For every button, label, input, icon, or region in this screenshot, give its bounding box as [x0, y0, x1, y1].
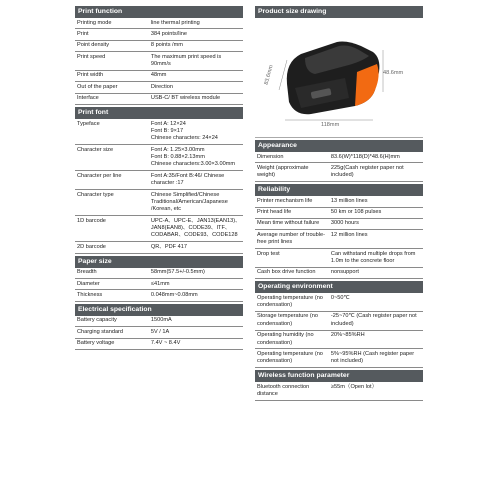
spec-row: [75, 338, 243, 349]
spec-table-print-font: [75, 119, 243, 254]
spec-value: -25~70℃ (Cash register paper not included): [329, 311, 423, 330]
spec-key: Print: [75, 29, 149, 40]
dimension-height-label: 48.6mm: [383, 70, 404, 76]
spec-key: Storage temperature (no condensation): [255, 311, 329, 330]
spec-key: 1D barcode: [75, 216, 149, 242]
spec-table-paper-size: [75, 268, 243, 302]
spec-row: [255, 163, 423, 182]
spec-value: 0.048mm~0.08mm: [149, 290, 243, 301]
spec-value: Font A: 12×24 Font B: 9×17 Chinese characters: 24×24: [149, 119, 243, 145]
spec-key: Operating temperature (no condensation): [255, 349, 329, 368]
spec-value: 1500mA: [149, 316, 243, 327]
spec-row: [75, 82, 243, 93]
spec-value: 5V / 1A: [149, 327, 243, 338]
spec-key: Out of the paper: [75, 82, 149, 93]
spec-key: Operating humidity (no condensation): [255, 330, 329, 349]
spec-value: USB-C/ BT wireless module: [149, 93, 243, 104]
spec-key: Dimension: [255, 152, 329, 163]
dimension-depth-label: 83.6mm: [263, 64, 275, 86]
section-title-wireless-function-parameter: Wireless function parameter: [255, 370, 423, 382]
spec-key: Battery voltage: [75, 338, 149, 349]
section-title-paper-size: Paper size: [75, 256, 243, 268]
spec-row: [75, 93, 243, 104]
printer-illustration: [263, 32, 404, 128]
section-title-operating-environment: Operating environment: [255, 281, 423, 293]
spec-value: 13 million lines: [329, 196, 423, 207]
spec-value: 48mm: [149, 70, 243, 81]
spec-row: [255, 330, 423, 349]
spec-row: [255, 293, 423, 311]
spec-key: Character per line: [75, 171, 149, 190]
spec-row: [75, 279, 243, 290]
spec-value: line thermal printing: [149, 18, 243, 29]
spec-key: Breadth: [75, 268, 149, 279]
spec-table-print-function: [75, 18, 243, 105]
spec-key: Bluetooth connection distance: [255, 382, 329, 400]
spec-key: Average number of trouble-free print lines: [255, 230, 329, 249]
spec-row: [255, 382, 423, 400]
spec-key: Interface: [75, 93, 149, 104]
spec-key: Print width: [75, 70, 149, 81]
spec-row: [75, 18, 243, 29]
spec-row: [75, 316, 243, 327]
spec-value: 58mm(57.5+/-0.5mm): [149, 268, 243, 279]
right-spec-column: [255, 4, 423, 401]
spec-value: 50 km or 108 pulses: [329, 207, 423, 218]
spec-value: Chinese Simplified/Chinese Traditional/American/Japanese /Korean, etc: [149, 190, 243, 216]
spec-key: Cash box drive function: [255, 267, 329, 278]
spec-key: Print head life: [255, 207, 329, 218]
spec-row: [75, 70, 243, 81]
spec-row: [75, 327, 243, 338]
spec-value: 5%~95%RH (Cash register paper not included): [329, 349, 423, 368]
spec-row: [255, 311, 423, 330]
spec-key: Printer mechanism life: [255, 196, 329, 207]
spec-value: nonsupport: [329, 267, 423, 278]
dimension-width-label: 118mm: [321, 122, 340, 128]
spec-key: Character type: [75, 190, 149, 216]
spec-value: 20%~85%RH: [329, 330, 423, 349]
printer-image: [265, 32, 395, 128]
section-title-appearance: Appearance: [255, 140, 423, 152]
spec-table-wireless-function-parameter: [255, 382, 423, 401]
spec-row: [75, 268, 243, 279]
spec-key: Printing mode: [75, 18, 149, 29]
spec-row: [75, 40, 243, 51]
spec-value: The maximum print speed is 90mm/s: [149, 52, 243, 71]
spec-key: Character size: [75, 145, 149, 171]
spec-key: Point density: [75, 40, 149, 51]
spec-row: [75, 171, 243, 190]
spec-row: [255, 230, 423, 249]
spec-value: Direction: [149, 82, 243, 93]
product-size-drawing: [255, 18, 423, 138]
spec-row: [75, 119, 243, 145]
spec-value: 3000 hours: [329, 218, 423, 229]
spec-value: ≤41mm: [149, 279, 243, 290]
spec-row: [75, 145, 243, 171]
spec-key: Print speed: [75, 52, 149, 71]
spec-value: UPC-A、UPC-E、JAN13(EAN13)、JAN8(EAN8)、CODE39、ITF、CODABAR、CODE93、CODE128: [149, 216, 243, 242]
spec-key: Operating temperature (no condensation): [255, 293, 329, 311]
spec-key: Battery capacity: [75, 316, 149, 327]
spec-row: [75, 52, 243, 71]
spec-row: [75, 216, 243, 242]
spec-table-reliability: [255, 196, 423, 279]
spec-row: [75, 29, 243, 40]
spec-value: 8 points /mm: [149, 40, 243, 51]
spec-row: [255, 218, 423, 229]
spec-value: 0~50℃: [329, 293, 423, 311]
spec-value: ≥55m（Open lot）: [329, 382, 423, 400]
spec-key: 2D barcode: [75, 242, 149, 253]
spec-row: [255, 196, 423, 207]
spec-key: Drop test: [255, 249, 329, 268]
spec-key: Weight (approximate weight): [255, 163, 329, 182]
left-spec-column: [75, 4, 243, 350]
spec-value: 7.4V ~ 8.4V: [149, 338, 243, 349]
spec-value: 384 points/line: [149, 29, 243, 40]
spec-value: Can withstand multiple drops from 1.0m to the concrete floor: [329, 249, 423, 268]
spec-row: [75, 290, 243, 301]
spec-key: Mean time without failure: [255, 218, 329, 229]
spec-table-operating-environment: [255, 293, 423, 368]
spec-row: [75, 190, 243, 216]
section-title-product-size-drawing: Product size drawing: [255, 6, 423, 18]
spec-key: Thickness: [75, 290, 149, 301]
spec-table-electrical-specification: [75, 316, 243, 350]
spec-value: 83.6(W)*118(D)*48.6(H)mm: [329, 152, 423, 163]
spec-value: 225g(Cash register paper not included): [329, 163, 423, 182]
spec-row: [75, 242, 243, 253]
section-title-print-font: Print font: [75, 107, 243, 119]
section-title-reliability: Reliability: [255, 184, 423, 196]
right-spec-sections: [255, 140, 423, 401]
spec-row: [255, 207, 423, 218]
spec-value: Font A:35/Font B:46/ Chinese character :17: [149, 171, 243, 190]
spec-key: Diameter: [75, 279, 149, 290]
spec-row: [255, 267, 423, 278]
spec-row: [255, 349, 423, 368]
spec-key: Typeface: [75, 119, 149, 145]
spec-value: 12 million lines: [329, 230, 423, 249]
spec-row: [255, 152, 423, 163]
spec-row: [255, 249, 423, 268]
spec-value: QR、PDF 417: [149, 242, 243, 253]
section-title-print-function: Print function: [75, 6, 243, 18]
spec-key: Charging standard: [75, 327, 149, 338]
spec-value: Font A: 1.25×3.00mm Font B: 0.88×2.13mm Chinese characters:3.00×3.00mm: [149, 145, 243, 171]
spec-table-appearance: [255, 152, 423, 182]
section-title-electrical-specification: Electrical specification: [75, 304, 243, 316]
